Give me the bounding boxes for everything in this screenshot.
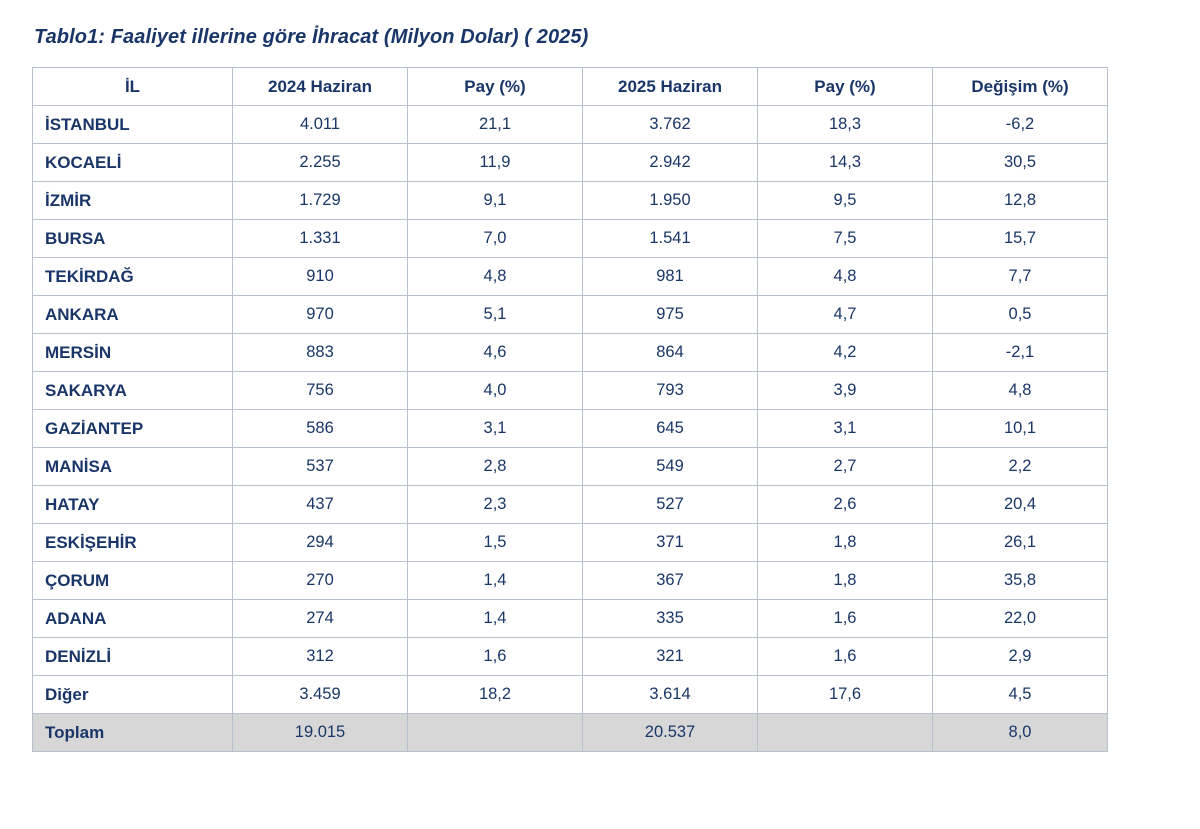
cell-2025: 549 bbox=[583, 448, 758, 486]
table-row bbox=[33, 106, 1108, 144]
cell-2024: 3.459 bbox=[233, 676, 408, 714]
cell-2025: 2.942 bbox=[583, 144, 758, 182]
cell-province: TEKİRDAĞ bbox=[33, 258, 233, 296]
cell-share-2024: 4,0 bbox=[408, 372, 583, 410]
cell-2024: 270 bbox=[233, 562, 408, 600]
table-row bbox=[33, 258, 1108, 296]
cell-2025: 3.614 bbox=[583, 676, 758, 714]
cell-2025: 981 bbox=[583, 258, 758, 296]
table-header-row bbox=[33, 68, 1108, 106]
cell-change: 4,8 bbox=[933, 372, 1108, 410]
cell-province: ESKİŞEHİR bbox=[33, 524, 233, 562]
cell-share-2024: 2,3 bbox=[408, 486, 583, 524]
cell-2024: 1.729 bbox=[233, 182, 408, 220]
cell-share-2025 bbox=[758, 714, 933, 752]
column-header-change: Değişim (%) bbox=[933, 68, 1108, 106]
cell-share-2025: 9,5 bbox=[758, 182, 933, 220]
table-header bbox=[33, 68, 1108, 106]
cell-share-2024: 21,1 bbox=[408, 106, 583, 144]
cell-share-2025: 4,7 bbox=[758, 296, 933, 334]
table-row bbox=[33, 410, 1108, 448]
cell-2024: 1.331 bbox=[233, 220, 408, 258]
page-title: Tablo1: Faaliyet illerine göre İhracat (Milyon Dolar) ( 2025) bbox=[34, 26, 589, 48]
column-header-province: İL bbox=[33, 68, 233, 106]
cell-share-2024: 18,2 bbox=[408, 676, 583, 714]
cell-2025: 3.762 bbox=[583, 106, 758, 144]
table-row bbox=[33, 220, 1108, 258]
table-row bbox=[33, 296, 1108, 334]
cell-2025: 1.950 bbox=[583, 182, 758, 220]
cell-province: BURSA bbox=[33, 220, 233, 258]
column-header-share-2025: Pay (%) bbox=[758, 68, 933, 106]
cell-2025: 1.541 bbox=[583, 220, 758, 258]
cell-2025: 793 bbox=[583, 372, 758, 410]
table-row bbox=[33, 486, 1108, 524]
cell-province: HATAY bbox=[33, 486, 233, 524]
table-row bbox=[33, 638, 1108, 676]
column-header-share-2024: Pay (%) bbox=[408, 68, 583, 106]
cell-change: 8,0 bbox=[933, 714, 1108, 752]
cell-province: MANİSA bbox=[33, 448, 233, 486]
cell-2024: 537 bbox=[233, 448, 408, 486]
cell-change: 20,4 bbox=[933, 486, 1108, 524]
cell-province: DENİZLİ bbox=[33, 638, 233, 676]
cell-2025: 335 bbox=[583, 600, 758, 638]
cell-change: 15,7 bbox=[933, 220, 1108, 258]
cell-province: ANKARA bbox=[33, 296, 233, 334]
cell-share-2025: 7,5 bbox=[758, 220, 933, 258]
export-by-province-table bbox=[32, 67, 1108, 752]
cell-share-2025: 1,6 bbox=[758, 638, 933, 676]
cell-share-2025: 14,3 bbox=[758, 144, 933, 182]
cell-province: MERSİN bbox=[33, 334, 233, 372]
cell-2024: 19.015 bbox=[233, 714, 408, 752]
cell-share-2025: 2,7 bbox=[758, 448, 933, 486]
cell-change: 35,8 bbox=[933, 562, 1108, 600]
cell-2024: 756 bbox=[233, 372, 408, 410]
table-row bbox=[33, 372, 1108, 410]
cell-share-2024: 1,4 bbox=[408, 600, 583, 638]
cell-province: ADANA bbox=[33, 600, 233, 638]
table-body bbox=[33, 106, 1108, 752]
cell-2025: 371 bbox=[583, 524, 758, 562]
cell-change: 12,8 bbox=[933, 182, 1108, 220]
cell-2024: 274 bbox=[233, 600, 408, 638]
cell-2024: 312 bbox=[233, 638, 408, 676]
cell-share-2024: 3,1 bbox=[408, 410, 583, 448]
table-row bbox=[33, 562, 1108, 600]
cell-change: 2,2 bbox=[933, 448, 1108, 486]
cell-2024: 910 bbox=[233, 258, 408, 296]
cell-2025: 367 bbox=[583, 562, 758, 600]
table-row-other bbox=[33, 676, 1108, 714]
cell-share-2024: 4,6 bbox=[408, 334, 583, 372]
cell-share-2024: 11,9 bbox=[408, 144, 583, 182]
cell-2025: 975 bbox=[583, 296, 758, 334]
cell-2025: 20.537 bbox=[583, 714, 758, 752]
cell-province: SAKARYA bbox=[33, 372, 233, 410]
cell-change: 30,5 bbox=[933, 144, 1108, 182]
cell-change: -6,2 bbox=[933, 106, 1108, 144]
cell-share-2024: 7,0 bbox=[408, 220, 583, 258]
cell-share-2025: 1,8 bbox=[758, 562, 933, 600]
cell-share-2024: 1,5 bbox=[408, 524, 583, 562]
cell-2024: 437 bbox=[233, 486, 408, 524]
table-row-total bbox=[33, 714, 1108, 752]
cell-share-2025: 17,6 bbox=[758, 676, 933, 714]
cell-share-2025: 2,6 bbox=[758, 486, 933, 524]
cell-change: 22,0 bbox=[933, 600, 1108, 638]
cell-change: 0,5 bbox=[933, 296, 1108, 334]
cell-change: 10,1 bbox=[933, 410, 1108, 448]
cell-change: 26,1 bbox=[933, 524, 1108, 562]
cell-share-2024: 2,8 bbox=[408, 448, 583, 486]
cell-2025: 645 bbox=[583, 410, 758, 448]
cell-share-2024: 1,6 bbox=[408, 638, 583, 676]
cell-2024: 2.255 bbox=[233, 144, 408, 182]
cell-share-2025: 4,2 bbox=[758, 334, 933, 372]
column-header-2025: 2025 Haziran bbox=[583, 68, 758, 106]
cell-2025: 321 bbox=[583, 638, 758, 676]
cell-2024: 4.011 bbox=[233, 106, 408, 144]
cell-share-2025: 4,8 bbox=[758, 258, 933, 296]
cell-province: ÇORUM bbox=[33, 562, 233, 600]
cell-share-2024: 5,1 bbox=[408, 296, 583, 334]
cell-2024: 294 bbox=[233, 524, 408, 562]
cell-2025: 864 bbox=[583, 334, 758, 372]
cell-province: İZMİR bbox=[33, 182, 233, 220]
cell-share-2024: 9,1 bbox=[408, 182, 583, 220]
cell-change: -2,1 bbox=[933, 334, 1108, 372]
cell-province: KOCAELİ bbox=[33, 144, 233, 182]
cell-province: GAZİANTEP bbox=[33, 410, 233, 448]
cell-share-2025: 1,8 bbox=[758, 524, 933, 562]
cell-share-2024 bbox=[408, 714, 583, 752]
cell-province: İSTANBUL bbox=[33, 106, 233, 144]
cell-2024: 970 bbox=[233, 296, 408, 334]
cell-share-2025: 3,9 bbox=[758, 372, 933, 410]
table-row bbox=[33, 144, 1108, 182]
cell-2024: 883 bbox=[233, 334, 408, 372]
table-row bbox=[33, 448, 1108, 486]
cell-share-2025: 3,1 bbox=[758, 410, 933, 448]
cell-share-2025: 1,6 bbox=[758, 600, 933, 638]
cell-share-2024: 1,4 bbox=[408, 562, 583, 600]
table-row bbox=[33, 182, 1108, 220]
cell-share-2024: 4,8 bbox=[408, 258, 583, 296]
cell-change: 2,9 bbox=[933, 638, 1108, 676]
cell-change: 7,7 bbox=[933, 258, 1108, 296]
table-row bbox=[33, 524, 1108, 562]
cell-share-2025: 18,3 bbox=[758, 106, 933, 144]
table-row bbox=[33, 600, 1108, 638]
cell-province: Toplam bbox=[33, 714, 233, 752]
column-header-2024: 2024 Haziran bbox=[233, 68, 408, 106]
cell-change: 4,5 bbox=[933, 676, 1108, 714]
cell-2024: 586 bbox=[233, 410, 408, 448]
cell-province: Diğer bbox=[33, 676, 233, 714]
cell-2025: 527 bbox=[583, 486, 758, 524]
table-row bbox=[33, 334, 1108, 372]
